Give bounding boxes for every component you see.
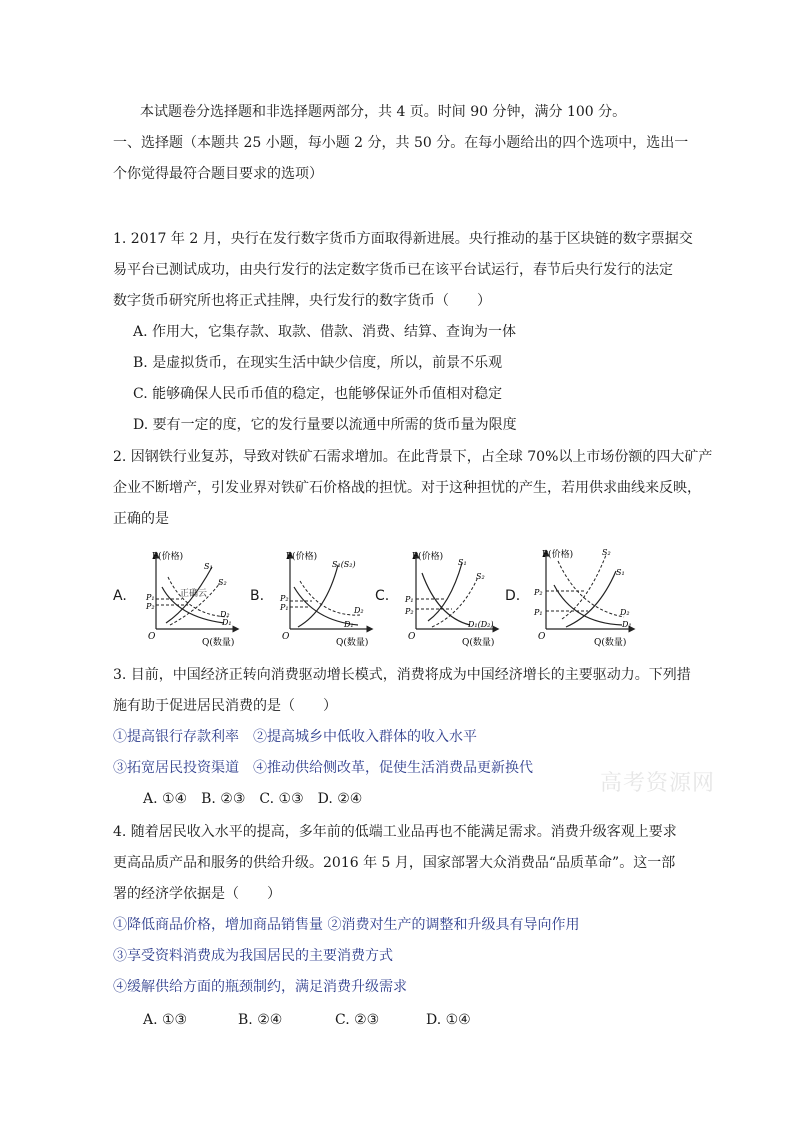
curve-label: S₂ xyxy=(602,548,611,557)
graph-a-diagram xyxy=(138,547,240,647)
q1-stem-line: 易平台已测试成功，由央行发行的法定数字货币已在该平台试运行，春节后央行发行的法定 xyxy=(113,262,673,278)
q4-answer-c: C. ②③ xyxy=(335,1012,380,1028)
q4-item-line: ①降低商品价格，增加商品销售量 ②消费对生产的调整和升级具有导向作用 xyxy=(113,917,580,933)
q3-item-line: ①提高银行存款利率 ②提高城乡中低收入群体的收入水平 xyxy=(113,729,477,745)
section-header-line-1: 一、选择题（本题共 25 小题，每小题 2 分，共 50 分。在每小题给出的四个选项中，选出一 xyxy=(113,135,689,151)
x-axis-label: Q(数量) xyxy=(462,638,495,647)
price-label-bottom: P₁ xyxy=(534,608,543,617)
q2-stem-line: 2. 因钢铁行业复苏，导致对铁矿石需求增加。在此背景下，占全球 70%以上市场份额的四大矿产 xyxy=(113,449,713,465)
curve-label: D₂ xyxy=(354,606,364,615)
q3-item-line: ③拓宽居民投资渠道 ④推动供给侧改革，促使生活消费品更新换代 xyxy=(113,760,533,776)
q4-stem-line: 署的经济学依据是（ ） xyxy=(113,886,281,902)
x-axis-label: Q(数量) xyxy=(594,638,627,647)
q3-stem-line: 3. 目前，中国经济正转向消费驱动增长模式，消费将成为中国经济增长的主要驱动力。下列措 xyxy=(113,667,691,683)
curve-label: S₁(S₂) xyxy=(332,560,356,569)
q3-stem-line: 施有助于促进居民消费的是（ ） xyxy=(113,698,337,714)
y-axis-label: P(价格) xyxy=(542,550,574,560)
q4-item-line: ④缓解供给方面的瓶颈制约，满足消费升级需求 xyxy=(113,979,407,995)
origin-label: O xyxy=(538,632,546,642)
exam-intro: 本试题卷分选择题和非选择题两部分，共 4 页。时间 90 分钟，满分 100 分。 xyxy=(140,104,627,120)
price-label-top: P₁ xyxy=(405,595,414,604)
curve-label: D₂ xyxy=(220,610,230,619)
q1-option-d: D. 要有一定的度，它的发行量要以流通中所需的货币量为限度 xyxy=(133,417,517,433)
graph-b-label: B. xyxy=(250,588,265,604)
q2-stem-line: 正确的是 xyxy=(113,511,169,527)
x-axis-label: Q(数量) xyxy=(202,638,235,647)
q1-stem-line: 1. 2017 年 2 月，央行在发行数字货币方面取得新进展。央行推动的基于区块链的数字票据交 xyxy=(113,231,693,247)
price-label-top: P₂ xyxy=(280,594,289,603)
curve-label: D₂ xyxy=(620,608,630,617)
graph-d-diagram xyxy=(528,545,638,647)
q4-answer-a: A. ①③ xyxy=(143,1012,188,1028)
q4-answer-d: D. ①④ xyxy=(426,1012,471,1028)
y-axis-label: P(价格) xyxy=(286,552,318,562)
graph-d-label: D. xyxy=(505,588,521,604)
q1-option-a: A. 作用大，它集存款、取款、借款、消费、结算、查询为一体 xyxy=(133,324,517,340)
x-axis-label: Q(数量) xyxy=(336,638,369,647)
graph-c-label: C. xyxy=(375,588,390,604)
y-axis-label: P(价格) xyxy=(152,552,184,562)
section-header-line-2: 个你觉得最符合题目要求的选项） xyxy=(113,166,323,182)
q2-stem-line: 企业不断增产，引发业界对铁矿石价格战的担忧。对于这种担忧的产生，若用供求曲线来反映， xyxy=(113,480,701,496)
q4-stem-line: 4. 随着居民收入水平的提高，多年前的低端工业品再也不能满足需求。消费升级客观上要求 xyxy=(113,824,677,840)
curve-label: D₁ xyxy=(222,618,232,627)
q1-option-c: C. 能够确保人民币币值的稳定，也能够保证外币值相对稳定 xyxy=(133,386,503,402)
curve-label: S₁ xyxy=(458,558,467,567)
price-label-top: P₁ xyxy=(146,593,155,602)
curve-label: S₂ xyxy=(218,578,227,587)
price-label-bottom: P₁ xyxy=(280,603,289,612)
graph-a-label: A. xyxy=(113,588,127,604)
price-label-top: P₂ xyxy=(534,588,543,597)
graph-c-diagram xyxy=(398,547,502,647)
q1-stem-line: 数字货币研究所也将正式挂牌，央行发行的数字货币（ ） xyxy=(113,293,491,309)
curve-label: D₁ xyxy=(622,620,632,629)
curve-label: S₁ xyxy=(616,568,625,577)
q4-item-line: ③享受资料消费成为我国居民的主要消费方式 xyxy=(113,948,393,964)
origin-label: O xyxy=(408,632,416,642)
price-label-bottom: P₂ xyxy=(146,602,155,611)
graph-watermark: 正确云 xyxy=(180,589,208,599)
y-axis-label: P(价格) xyxy=(412,552,444,562)
curve-label: D₁(D₂) xyxy=(468,620,494,629)
curve-label: S₂ xyxy=(476,572,485,581)
graph-b-diagram xyxy=(272,547,374,647)
curve-label: S₁ xyxy=(204,562,213,571)
curve-label: D₁ xyxy=(344,620,354,629)
q1-option-b: B. 是虚拟货币，在现实生活中缺少信度，所以，前景不乐观 xyxy=(133,355,503,371)
q4-answer-b: B. ②④ xyxy=(238,1012,283,1028)
price-label-bottom: P₂ xyxy=(405,607,414,616)
q4-stem-line: 更高品质产品和服务的供给升级。2016 年 5 月，国家部署大众消费品“品质革命”。这一部 xyxy=(113,855,676,871)
page-watermark: 高考资源网 xyxy=(600,771,716,796)
origin-label: O xyxy=(148,632,156,642)
origin-label: O xyxy=(282,632,290,642)
q3-answer-choices: A. ①④ B. ②③ C. ①③ D. ②④ xyxy=(143,791,363,807)
